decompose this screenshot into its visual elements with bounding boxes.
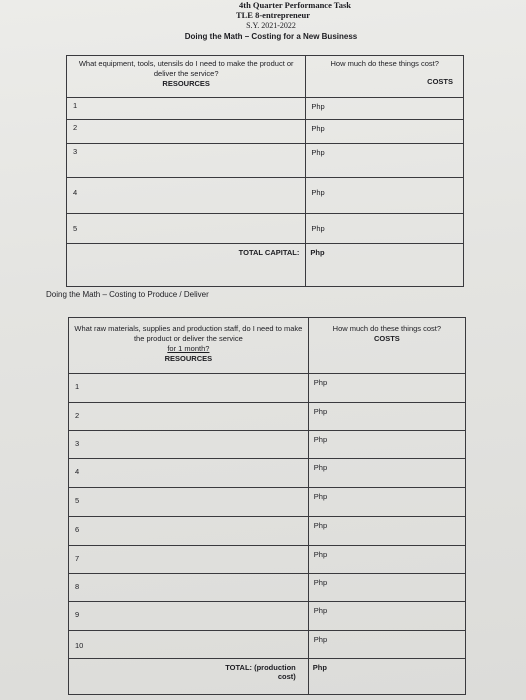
costs-label: COSTS	[373, 334, 400, 343]
page-title: Doing the Math – Costing for a New Business	[184, 32, 358, 41]
cost-cell[interactable]: Php	[306, 214, 464, 244]
resources-label: RESOURCES	[164, 354, 213, 363]
production-total-value[interactable]: Php	[308, 659, 465, 695]
resources-header-cell	[67, 56, 306, 98]
costs-label: COSTS	[427, 77, 453, 86]
resources-question: What equipment, tools, utensils do I need to make the product or deliver the service?	[78, 59, 294, 78]
cost-question: How much do these things cost?	[330, 59, 439, 68]
resource-row-number: 10	[69, 631, 309, 659]
resource-row-number: 1	[69, 374, 309, 403]
resource-row-number: 5	[67, 214, 306, 244]
school-year: S.Y. 2021-2022	[246, 21, 296, 30]
resource-row-number: 7	[69, 546, 309, 574]
resource-row-number: 2	[69, 403, 309, 431]
resource-row-number: 1	[67, 98, 306, 120]
resources-label: RESOURCES	[162, 79, 210, 88]
total-capital-label: TOTAL CAPITAL:	[67, 244, 306, 287]
costs-header-cell	[306, 56, 464, 98]
resource-row-number: 3	[69, 431, 309, 459]
cost-cell[interactable]: Php	[308, 374, 465, 403]
resource-row-number: 2	[67, 120, 306, 144]
quarter-heading: 4th Quarter Performance Task	[239, 0, 351, 10]
resources-question: What raw materials, supplies and production staff, do I need to make the product or deliver the service	[74, 324, 303, 343]
capital-table	[66, 55, 464, 287]
cost-cell[interactable]: Php	[306, 178, 464, 214]
resources-header-cell	[69, 318, 309, 374]
cost-cell[interactable]: Php	[308, 517, 465, 546]
cost-cell[interactable]: Php	[308, 403, 465, 431]
cost-cell[interactable]: Php	[306, 98, 464, 120]
production-cost-table	[68, 317, 466, 695]
cost-cell[interactable]: Php	[308, 488, 465, 517]
resources-question-period: for 1 month?	[167, 344, 210, 353]
cost-cell[interactable]: Php	[308, 574, 465, 602]
resource-row-number: 4	[69, 459, 309, 488]
resource-row-number: 9	[69, 602, 309, 631]
section-subtitle: Doing the Math – Costing to Produce / Deliver	[46, 290, 209, 299]
cost-cell[interactable]: Php	[308, 459, 465, 488]
resource-row-number: 6	[69, 517, 309, 546]
cost-cell[interactable]: Php	[308, 431, 465, 459]
cost-cell[interactable]: Php	[308, 631, 465, 659]
resource-row-number: 4	[67, 178, 306, 214]
cost-cell[interactable]: Php	[308, 602, 465, 631]
subject-heading: TLE 8-entrepreneur	[235, 10, 311, 20]
resource-row-number: 8	[69, 574, 309, 602]
production-total-label: TOTAL: (production cost)	[69, 659, 309, 695]
resource-row-number: 5	[69, 488, 309, 517]
costs-header-cell	[308, 318, 465, 374]
cost-cell[interactable]: Php	[306, 120, 464, 144]
total-capital-value[interactable]: Php	[306, 244, 464, 287]
cost-cell[interactable]: Php	[306, 144, 464, 178]
cost-question: How much do these things cost?	[332, 324, 442, 333]
resource-row-number: 3	[67, 144, 306, 178]
cost-cell[interactable]: Php	[308, 546, 465, 574]
